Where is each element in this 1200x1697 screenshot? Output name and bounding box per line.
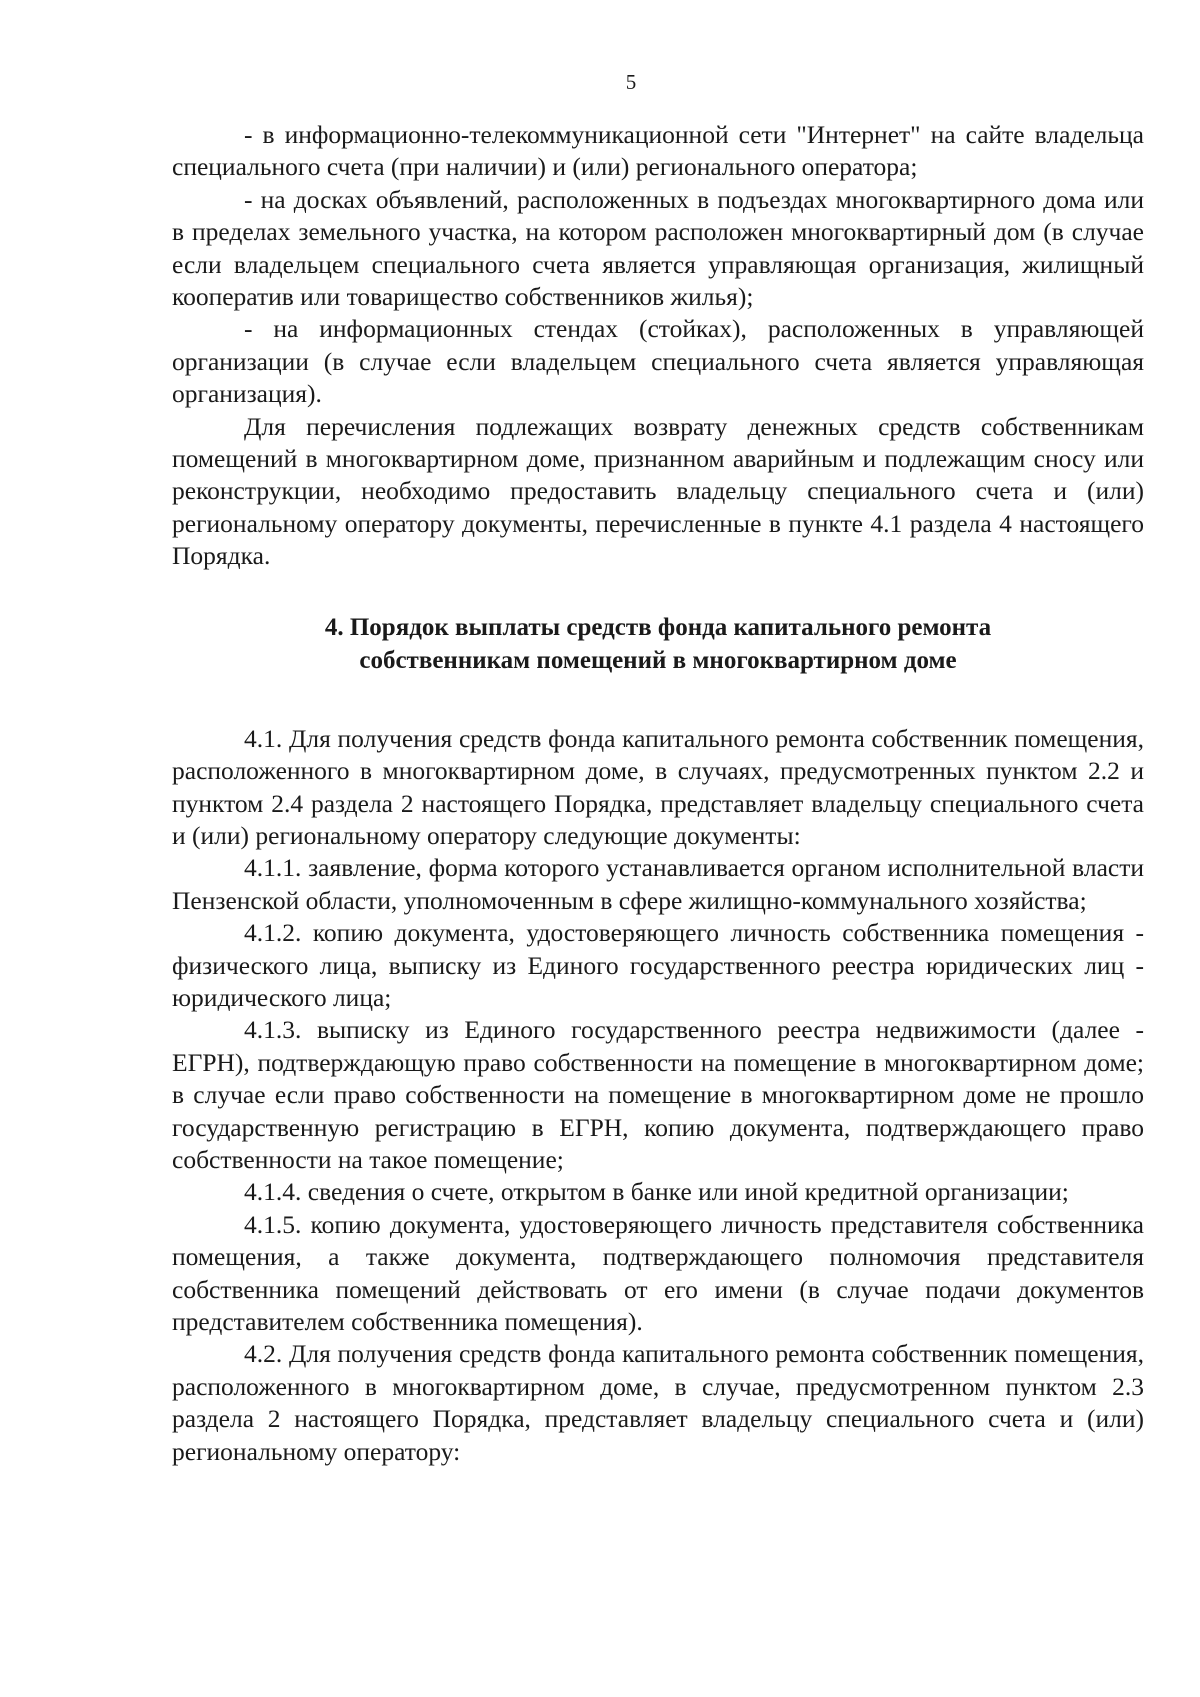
paragraph-notice-boards: - на досках объявлений, расположенных в подъездах многоквартирного дома или в пределах земельного участка, на котором расположен многоквартирный дом (в случае если владельцем специального счета является управляющая организация, жилищный кооператив или товарищество собственников жилья); (172, 184, 1144, 312)
paragraph-4-2: 4.2. Для получения средств фонда капитального ремонта собственник помещения, расположенного в многоквартирном доме, в случае, предусмотренном пунктом 2.3 раздела 2 настоящего Порядка, представляет владельцу специального счета и (или) региональному оператору: (172, 1339, 1144, 1466)
section-heading-line-1: 4. Порядок выплаты средств фонда капитального ремонта (324, 613, 992, 641)
paragraph-refund-documents: Для перечисления подлежащих возврату денежных средств собственникам помещений в многоквартирном доме, признанном аварийным и подлежащим сносу или реконструкции, необходимо предоставить владельцу специального счета и (или) региональному оператору документы, перечисленные в пункте 4.1 раздела 4 настоящего Порядка. (172, 411, 1144, 571)
paragraph-4-1: 4.1. Для получения средств фонда капитального ремонта собственник помещения, расположенного в многоквартирном доме, в случаях, предусмотренных пунктом 2.2 и пунктом 2.4 раздела 2 настоящего Порядка, представляет владельцу специального счета и (или) региональному оператору следующие документы: (172, 723, 1144, 850)
paragraph-4-1-1: 4.1.1. заявление, форма которого устанавливается органом исполнительной власти Пензенской области, уполномоченным в сфере жилищно-коммунального хозяйства; (172, 853, 1144, 915)
paragraph-info-stands: - на информационных стендах (стойках), расположенных в управляющей организации (в случае если владельцем специального счета является управляющая организация). (172, 314, 1144, 409)
paragraph-4-1-2: 4.1.2. копию документа, удостоверяющего личность собственника помещения - физического лица, выписку из Единого государственного реестра юридических лиц - юридического лица; (172, 918, 1144, 1012)
paragraph-4-1-3: 4.1.3. выписку из Единого государственного реестра недвижимости (далее - ЕГРН), подтверждающую право собственности на помещение в многоквартирном доме; в случае если право собственности на помещение в многоквартирном доме не прошло государственную регистрацию в ЕГРН, копию документа, подтверждающего право собственности на такое помещение; (172, 1015, 1144, 1174)
paragraph-4-1-4: 4.1.4. сведения о счете, открытом в банке или иной кредитной организации; (244, 1177, 1069, 1207)
page-number: 5 (625, 70, 637, 94)
section-heading-line-2: собственникам помещений в многоквартирном доме (359, 646, 957, 674)
paragraph-internet: - в информационно-телекоммуникационной сети "Интернет" на сайте владельца специального счета (при наличии) и (или) регионального оператора; (172, 120, 1144, 182)
section-heading (172, 611, 1144, 677)
paragraph-4-1-5: 4.1.5. копию документа, удостоверяющего личность представителя собственника помещения, а также документа, подтверждающего полномочия представителя собственника помещений действовать от его имени (в случае подачи документов представителем собственника помещения). (172, 1209, 1144, 1336)
document-body (172, 119, 1144, 1468)
